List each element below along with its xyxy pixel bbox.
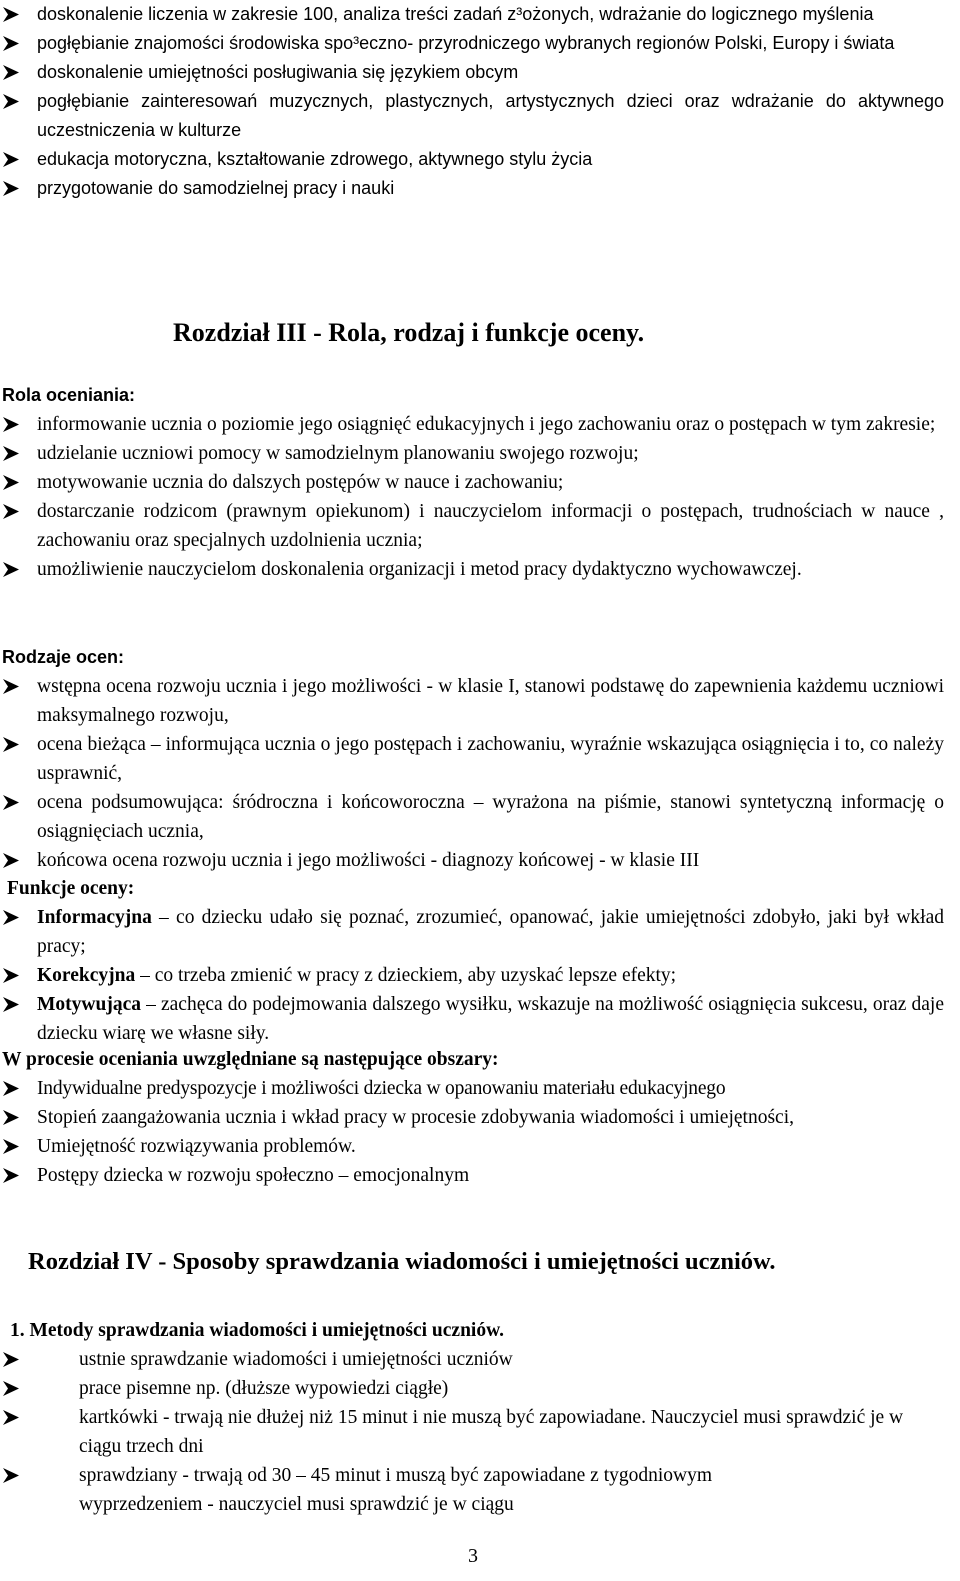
list-item-text: końcowa ocena rozwoju ucznia i jego możliwości - diagnozy końcowej - w klasie III bbox=[37, 850, 700, 871]
assessment-role-list bbox=[0, 410, 952, 584]
arrowhead-bullet-icon bbox=[2, 961, 24, 990]
function-term: Motywująca bbox=[37, 994, 141, 1015]
arrowhead-bullet-icon bbox=[2, 439, 24, 468]
assessment-functions-list bbox=[0, 903, 952, 1048]
list-item-text: Indywidualne predyspozycje i możliwości dziecka w opanowaniu materiału edukacyjnego bbox=[37, 1078, 726, 1099]
list-item bbox=[0, 1074, 952, 1103]
list-item bbox=[0, 903, 952, 961]
arrowhead-bullet-icon bbox=[2, 1132, 24, 1161]
list-item bbox=[0, 1161, 952, 1190]
arrowhead-bullet-icon bbox=[2, 788, 24, 817]
list-item bbox=[0, 87, 952, 145]
arrowhead-bullet-icon bbox=[2, 29, 24, 58]
list-item-text: przygotowanie do samodzielnej pracy i nauki bbox=[37, 178, 395, 198]
list-item bbox=[0, 990, 952, 1048]
list-item bbox=[0, 1403, 952, 1461]
list-item bbox=[0, 846, 952, 875]
list-item-text: sprawdziany - trwają od 30 – 45 minut i muszą być zapowiadane z tygodniowym wyprzedzeniem - nauczyciel musi sprawdzić je w ciągu bbox=[79, 1465, 713, 1515]
goals-list bbox=[0, 0, 952, 203]
section-heading: Funkcje oceny: bbox=[7, 878, 135, 899]
arrowhead-bullet-icon bbox=[2, 1374, 24, 1403]
arrowhead-bullet-icon bbox=[2, 672, 24, 701]
arrowhead-bullet-icon bbox=[2, 555, 24, 584]
list-item bbox=[0, 1132, 952, 1161]
arrowhead-bullet-icon bbox=[2, 0, 24, 29]
arrowhead-bullet-icon bbox=[2, 497, 24, 526]
list-item bbox=[0, 1345, 952, 1374]
list-item bbox=[0, 961, 952, 990]
arrowhead-bullet-icon bbox=[2, 58, 24, 87]
list-item bbox=[0, 145, 952, 174]
page-number: 3 bbox=[468, 1545, 478, 1567]
list-item-text: pogłębianie zainteresowań muzycznych, plastycznych, artystycznych dzieci oraz wdrażanie do aktywnego uczestniczenia w kulturze bbox=[37, 91, 944, 140]
arrowhead-bullet-icon bbox=[2, 1345, 24, 1374]
list-item-text: edukacja motoryczna, kształtowanie zdrowego, aktywnego stylu życia bbox=[37, 149, 593, 169]
section-heading: Rola oceniania: bbox=[2, 385, 136, 405]
assessment-types-list bbox=[0, 672, 952, 875]
list-item bbox=[0, 672, 952, 730]
list-item-text: ustnie sprawdzanie wiadomości i umiejętności uczniów bbox=[79, 1349, 513, 1370]
list-item bbox=[0, 468, 952, 497]
list-item bbox=[0, 730, 952, 788]
list-item-text: kartkówki - trwają nie dłużej niż 15 minut i nie muszą być zapowiadane. Nauczyciel musi sprawdzić je w ciągu trzech dni bbox=[79, 1407, 904, 1457]
list-item-text: prace pisemne np. (dłuższe wypowiedzi ciągłe) bbox=[79, 1378, 449, 1399]
chapter-title: Rozdział III - Rola, rodzaj i funkcje oceny. bbox=[173, 318, 645, 347]
arrowhead-bullet-icon bbox=[2, 903, 24, 932]
list-item bbox=[0, 1374, 952, 1403]
arrowhead-bullet-icon bbox=[2, 1403, 24, 1432]
list-item bbox=[0, 174, 952, 203]
assessment-areas-list bbox=[0, 1074, 952, 1190]
list-item-text: dostarczanie rodzicom (prawnym opiekunom) i nauczycielom informacji o postępach, trudnościach w nauce , zachowaniu oraz specjalnych uzdolnienia ucznia; bbox=[37, 501, 944, 551]
list-item bbox=[0, 410, 952, 439]
arrowhead-bullet-icon bbox=[2, 145, 24, 174]
arrowhead-bullet-icon bbox=[2, 846, 24, 875]
list-item-text: doskonalenie umiejętności posługiwania się językiem obcym bbox=[37, 62, 519, 82]
list-item-text: umożliwienie nauczycielom doskonalenia organizacji i metod pracy dydaktyczno wychowawczej. bbox=[37, 559, 802, 580]
arrowhead-bullet-icon bbox=[2, 730, 24, 759]
list-item bbox=[0, 1103, 952, 1132]
list-item-text: Stopień zaangażowania ucznia i wkład pracy w procesie zdobywania wiadomości i umiejętności, bbox=[37, 1107, 794, 1128]
list-item-text: doskonalenie liczenia w zakresie 100, analiza treści zadań z³ożonych, wdrażanie do logicznego myślenia bbox=[37, 4, 874, 24]
arrowhead-bullet-icon bbox=[2, 174, 24, 203]
arrowhead-bullet-icon bbox=[2, 1103, 24, 1132]
list-item bbox=[0, 555, 952, 584]
list-item bbox=[0, 58, 952, 87]
list-item bbox=[0, 497, 952, 555]
function-description: – co trzeba zmienić w pracy z dzieckiem, aby uzyskać lepsze efekty; bbox=[135, 965, 677, 986]
list-item-text: ocena podsumowująca: śródroczna i końcoworoczna – wyrażona na piśmie, stanowi syntetyczną informację o osiągnięciach ucznia, bbox=[37, 792, 944, 842]
arrowhead-bullet-icon bbox=[2, 990, 24, 1019]
list-item-text: informowanie ucznia o poziomie jego osiągnięć edukacyjnych i jego zachowaniu oraz o postępach w tym zakresie; bbox=[37, 414, 936, 435]
list-item-text: ocena bieżąca – informująca ucznia o jego postępach i zachowaniu, wyraźnie wskazująca osiągnięcia i to, co należy usprawnić, bbox=[37, 734, 944, 784]
arrowhead-bullet-icon bbox=[2, 1074, 24, 1103]
list-item bbox=[0, 788, 952, 846]
arrowhead-bullet-icon bbox=[2, 410, 24, 439]
function-description: – co dziecku udało się poznać, zrozumieć, opanować, jakie umiejętności zdobyło, jaki był wkład pracy; bbox=[37, 907, 944, 957]
list-item-text: pogłębianie znajomości środowiska spo³eczno- przyrodniczego wybranych regionów Polski, Europy i świata bbox=[37, 33, 895, 53]
list-item bbox=[0, 439, 952, 468]
list-item-text: motywowanie ucznia do dalszych postępów w nauce i zachowaniu; bbox=[37, 472, 564, 493]
arrowhead-bullet-icon bbox=[2, 1461, 24, 1490]
function-term: Informacyjna bbox=[37, 907, 152, 928]
section-heading: Rodzaje ocen: bbox=[2, 647, 125, 667]
list-item-text: wstępna ocena rozwoju ucznia i jego możliwości - w klasie I, stanowi podstawę do zapewnienia każdemu uczniowi maksymalnego rozwoju, bbox=[37, 676, 944, 726]
checking-methods-list bbox=[0, 1345, 952, 1519]
list-item-text: Postępy dziecka w rozwoju społeczno – emocjonalnym bbox=[37, 1165, 470, 1186]
list-item bbox=[0, 0, 952, 29]
list-item bbox=[0, 1461, 952, 1519]
list-item-text: Umiejętność rozwiązywania problemów. bbox=[37, 1136, 356, 1157]
arrowhead-bullet-icon bbox=[2, 1161, 24, 1190]
list-item bbox=[0, 29, 952, 58]
section-heading: 1. Metody sprawdzania wiadomości i umiejętności uczniów. bbox=[10, 1320, 504, 1341]
arrowhead-bullet-icon bbox=[2, 468, 24, 497]
section-heading: W procesie oceniania uwzględniane są następujące obszary: bbox=[2, 1049, 499, 1070]
list-item-text: udzielanie uczniowi pomocy w samodzielnym planowaniu swojego rozwoju; bbox=[37, 443, 639, 464]
arrowhead-bullet-icon bbox=[2, 87, 24, 116]
function-term: Korekcyjna bbox=[37, 965, 136, 986]
function-description: – zachęca do podejmowania dalszego wysiłku, wskazuje na możliwość osiągnięcia sukcesu, oraz daje dziecku wiarę we własne siły. bbox=[37, 994, 944, 1044]
chapter-title: Rozdział IV - Sposoby sprawdzania wiadomości i umiejętności uczniów. bbox=[28, 1248, 776, 1275]
